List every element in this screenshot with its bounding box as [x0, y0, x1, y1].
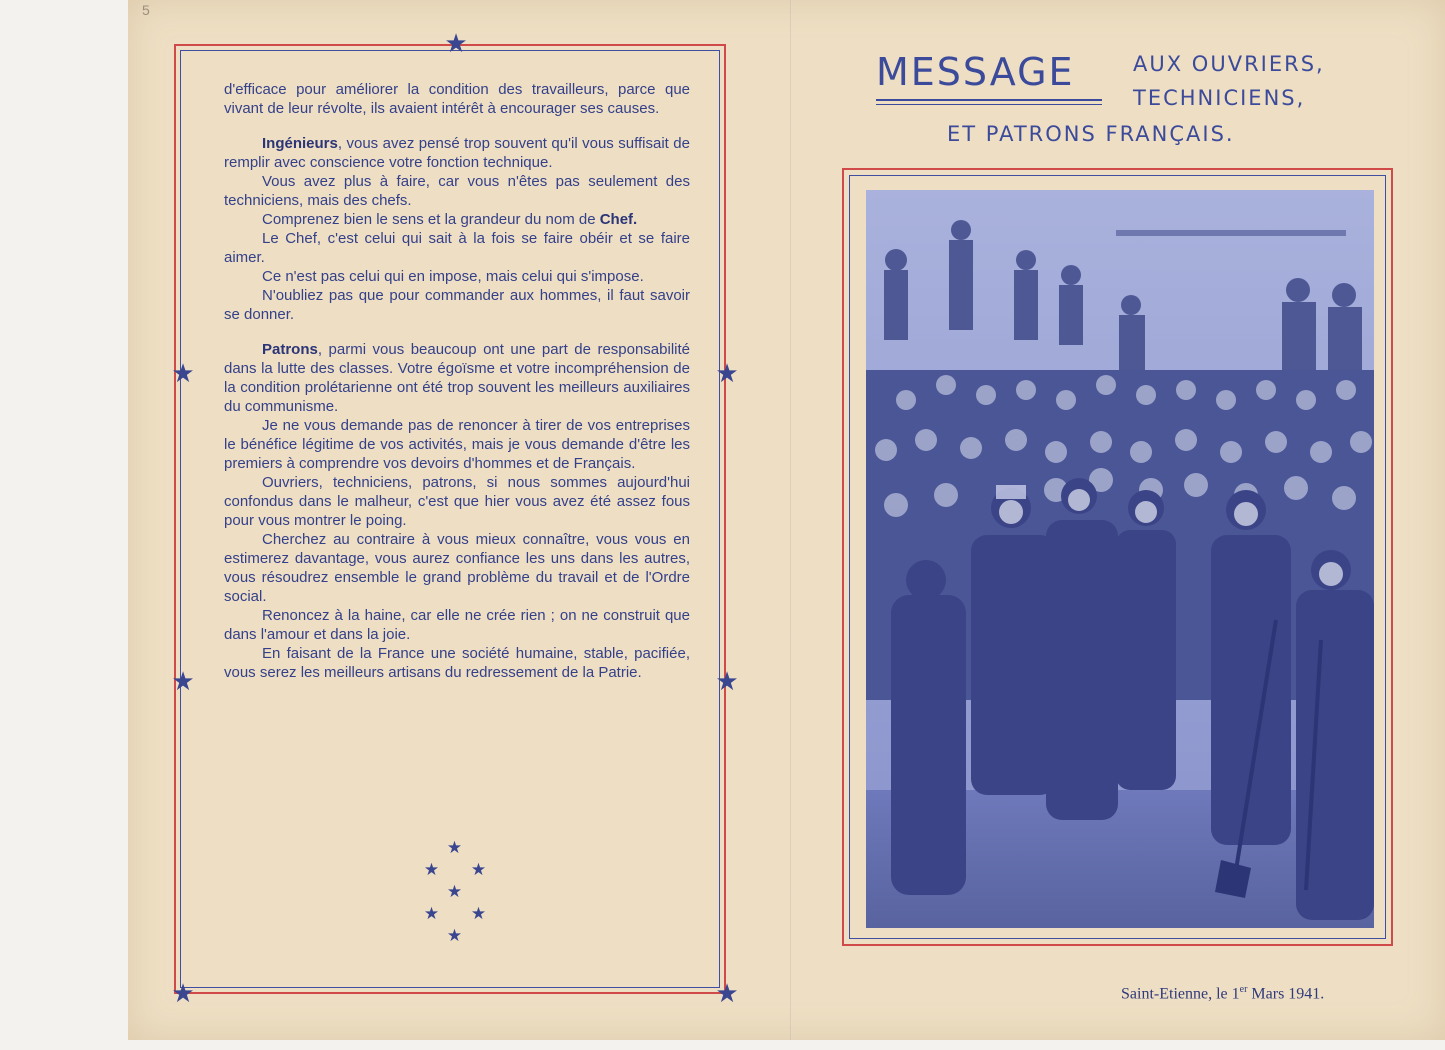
star-icon: ★: [470, 904, 487, 924]
paragraph: Renoncez à la haine, car elle ne crée rien ; on ne construit que dans l'amour et dans la joie.: [224, 607, 690, 643]
star-icon: ★: [446, 926, 463, 946]
paragraph: d'efficace pour améliorer la condition des travailleurs, parce que vivant de leur révolte, ils avaient intérêt à encourager ses causes.: [224, 81, 690, 117]
title-line-2: TECHNICIENS,: [1133, 86, 1306, 110]
page-fold: [790, 0, 792, 1040]
star-icon: ★: [715, 359, 739, 389]
title-line-3: ET PATRONS FRANÇAIS.: [947, 122, 1235, 146]
title-underline: [876, 104, 1102, 105]
paragraph: Le Chef, c'est celui qui sait à la fois se faire obéir et se faire aimer.: [224, 230, 690, 266]
crowd-photo: [866, 190, 1374, 928]
corner-mark: 5: [142, 2, 150, 18]
title-message: MESSAGE: [876, 50, 1075, 94]
paragraph: Ouvriers, techniciens, patrons, si nous sommes aujourd'hui confondus dans le malheur, c'est que hier vous avez été assez fous pour vous montrer le poing.: [224, 474, 690, 529]
star-icon: ★: [171, 667, 195, 697]
paragraph: Patrons, parmi vous beaucoup ont une part de responsabilité dans la lutte des classes. Votre égoïsme et votre incompréhension de la condition prolétarienne ont été trop souvent les meilleurs auxiliaires du communisme.: [224, 341, 690, 415]
star-icon: ★: [715, 667, 739, 697]
message-body: [224, 80, 690, 682]
star-icon: ★: [715, 979, 739, 1009]
star-icon: ★: [423, 904, 440, 924]
paragraph: En faisant de la France une société humaine, stable, pacifiée, vous serez les meilleurs artisans du redressement de la Patrie.: [224, 645, 690, 681]
paragraph: Vous avez plus à faire, car vous n'êtes pas seulement des techniciens, mais des chefs.: [224, 173, 690, 209]
title-underline: [876, 99, 1102, 101]
star-icon: ★: [423, 860, 440, 880]
paragraph: Comprenez bien le sens et la grandeur du nom de Chef.: [262, 211, 638, 228]
title-line-1: AUX OUVRIERS,: [1133, 52, 1325, 76]
star-icon: ★: [446, 838, 463, 858]
paragraph: Ce n'est pas celui qui en impose, mais celui qui s'impose.: [262, 268, 644, 285]
star-icon: ★: [171, 359, 195, 389]
paragraph: Cherchez au contraire à vous mieux connaître, vous vous en estimerez davantage, vous aurez confiance les uns dans les autres, vous résoudrez ensemble le grand problème du travail et de l'Ordre social.: [224, 531, 690, 605]
paragraph: Je ne vous demande pas de renoncer à tirer de vos entreprises le bénéfice légitime de vos activités, mais je vous demande d'être les premiers à comprendre vos devoirs d'hommes et de Français.: [224, 417, 690, 472]
date-line: Saint-Etienne, le 1er Mars 1941.: [1121, 984, 1325, 1003]
paragraph: N'oubliez pas que pour commander aux hommes, il faut savoir se donner.: [224, 287, 690, 323]
star-icon: ★: [171, 979, 195, 1009]
star-icon: ★: [446, 882, 463, 902]
star-icon: ★: [444, 29, 468, 59]
star-icon: ★: [470, 860, 487, 880]
paragraph: Ingénieurs, vous avez pensé trop souvent qu'il vous suffisait de remplir avec conscience votre fonction technique.: [224, 135, 690, 171]
